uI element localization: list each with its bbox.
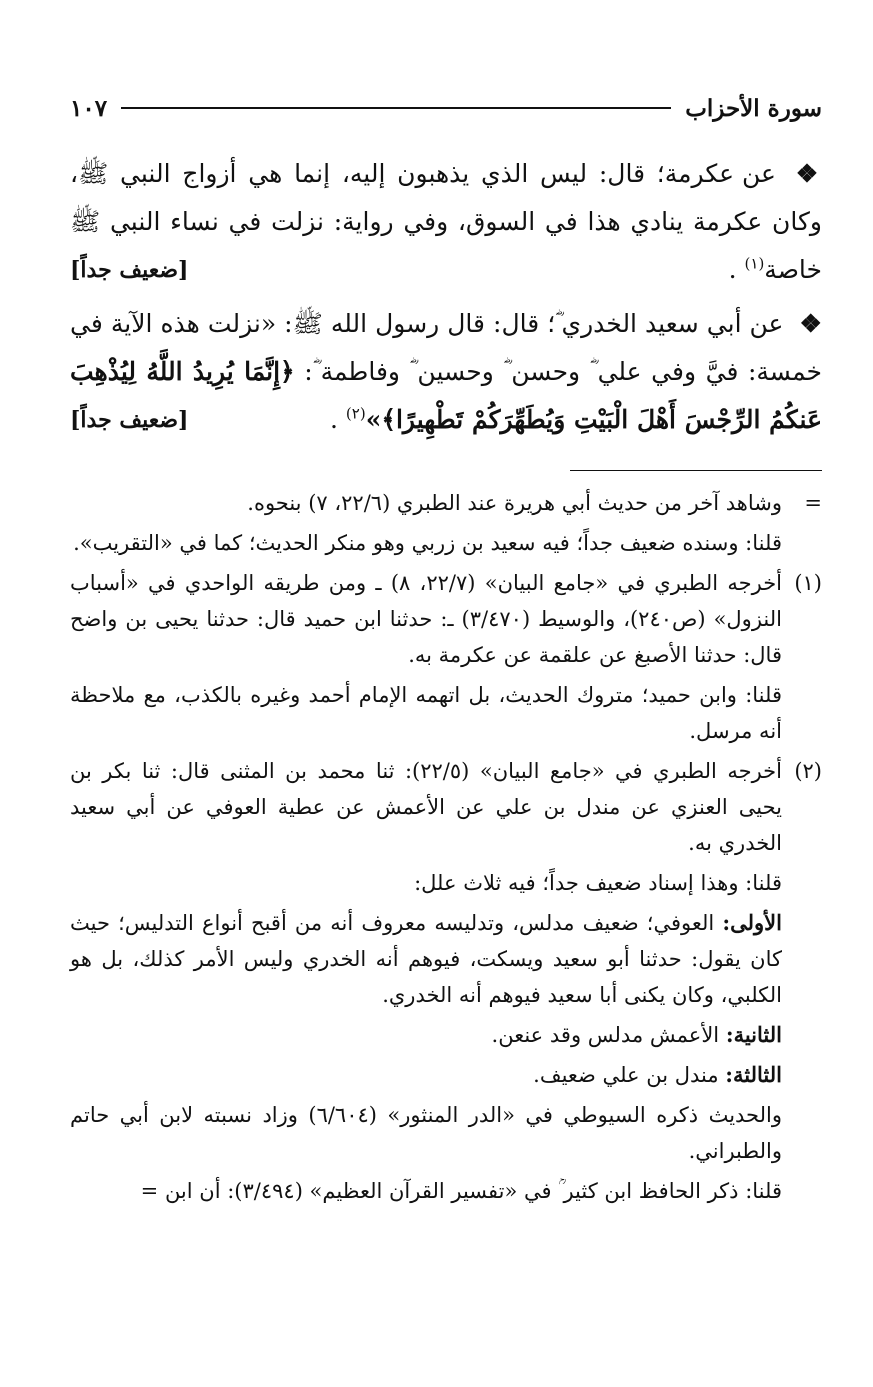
hadith-1-grade: [ضعيف جداً] [70, 257, 189, 283]
footnote-paragraph: والحديث ذكره السيوطي في «الدر المنثور» (٦/٦٠٤) وزاد نسبته لابن أبي حاتم والطبراني. [70, 1103, 782, 1163]
diamond-bullet-icon: ❖ [795, 159, 822, 188]
footnote-ref-1[interactable]: (١) [744, 254, 765, 273]
surah-title: سورة الأحزاب [685, 94, 822, 122]
main-text [70, 150, 822, 444]
footnote-paragraph: قلنا: وابن حميد؛ متروك الحديث، بل اتهمه الإمام أحمد وغيره بالكذب، مع ملاحظة أنه مرسل. [70, 683, 782, 743]
running-header [70, 88, 822, 128]
footnote-2 [70, 753, 822, 1213]
footnote-paragraph: أخرجه الطبري في «جامع البيان» (٢٢/٧، ٨) ـ ومن طريقه الواحدي في «أسباب النزول» (ص٢٤٠)، والوسيط (٣/٤٧٠) ـ: حدثنا ابن حميد قال: حدثنا يحيى بن واضح قال: حدثنا الأصبغ عن علقمة عن عكرمة به. [70, 571, 783, 667]
hadith-2-end: . [330, 405, 338, 434]
quran-verse: ﴿إِنَّمَا يُرِيدُ اللَّهُ لِيُذْهِبَ عَنكُمُ الرِّجْسَ أَهْلَ الْبَيْتِ وَيُطَهِّرَكُمْ تَطْهِيرًا﴾» [70, 357, 822, 434]
continuation-mark: = [804, 491, 822, 515]
third-defect-text: مندل بن علي ضعيف. [533, 1063, 719, 1087]
footnote-paragraph: قلنا: وهذا إسناد ضعيف جداً؛ فيه ثلاث علل: [414, 871, 782, 895]
footnote-separator [570, 470, 822, 471]
diamond-bullet-icon: ❖ [799, 309, 822, 338]
third-defect [70, 1057, 782, 1093]
footnote-paragraph: قلنا: ذكر الحافظ ابن كثير ؒ في «تفسير القرآن العظيم» (٣/٤٩٤): أن ابن = [140, 1179, 782, 1203]
hadith-2 [70, 300, 822, 444]
footnote-1-mark: (١) [794, 571, 822, 595]
second-defect-label: الثانية: [725, 1022, 782, 1047]
hadith-1 [70, 150, 822, 294]
footnote-1 [70, 565, 822, 753]
page-number: ١٠٧ [70, 94, 108, 122]
first-defect-label: الأولى: [722, 910, 782, 935]
footnote-ref-2[interactable]: (٢) [345, 404, 366, 423]
second-defect [70, 1017, 782, 1053]
header-rule [121, 107, 671, 109]
footnote-paragraph: أخرجه الطبري في «جامع البيان» (٢٢/٥): ثنا محمد بن المثنى قال: ثنا بكر بن يحيى العنزي عن مندل بن علي عن الأعمش عن عطية العوفي عن أبي سعيد الخدري به. [70, 759, 782, 855]
hadith-1-end: . [728, 255, 737, 284]
first-defect [70, 905, 782, 1013]
footnote-paragraph: وشاهد آخر من حديث أبي هريرة عند الطبري (٢٢/٦، ٧) بنحوه. [247, 491, 782, 515]
third-defect-label: الثالثة: [725, 1062, 782, 1087]
footnotes [70, 485, 822, 1213]
hadith-1-text: عن عكرمة؛ قال: ليس الذي يذهبون إليه، إنما هي أزواج النبي ﷺ، وكان عكرمة ينادي هذا في السوق، وفي رواية: نزلت في نساء النبي ﷺ خاصة [70, 159, 822, 284]
second-defect-text: الأعمش مدلس وقد عنعن. [491, 1023, 720, 1047]
page [70, 88, 822, 1213]
footnote-2-mark: (٢) [794, 759, 822, 783]
hadith-2-grade: [ضعيف جداً] [70, 407, 189, 433]
footnote-continued [70, 485, 822, 565]
hadith-2-text: عن أبي سعيد الخدري ؓ؛ قال: قال رسول الله ﷺ: «نزلت هذه الآية في خمسة: فيَّ وفي علي ؓ وحسن ؓ وحسين ؓ وفاطمة ؓ: [70, 309, 822, 386]
first-defect-text: العوفي؛ ضعيف مدلس، وتدليسه معروف أنه من أقبح أنواع التدليس؛ حيث كان يقول: حدثنا أبو سعيد ويسكت، فيوهم أنه الخدري وليس الأمر كذلك، بل هو الكلبي، وكان يكنى أبا سعيد فيوهم أنه الخدري. [70, 911, 782, 1007]
footnote-paragraph: قلنا: وسنده ضعيف جداً؛ فيه سعيد بن زربي وهو منكر الحديث؛ كما في «التقريب». [73, 531, 782, 555]
